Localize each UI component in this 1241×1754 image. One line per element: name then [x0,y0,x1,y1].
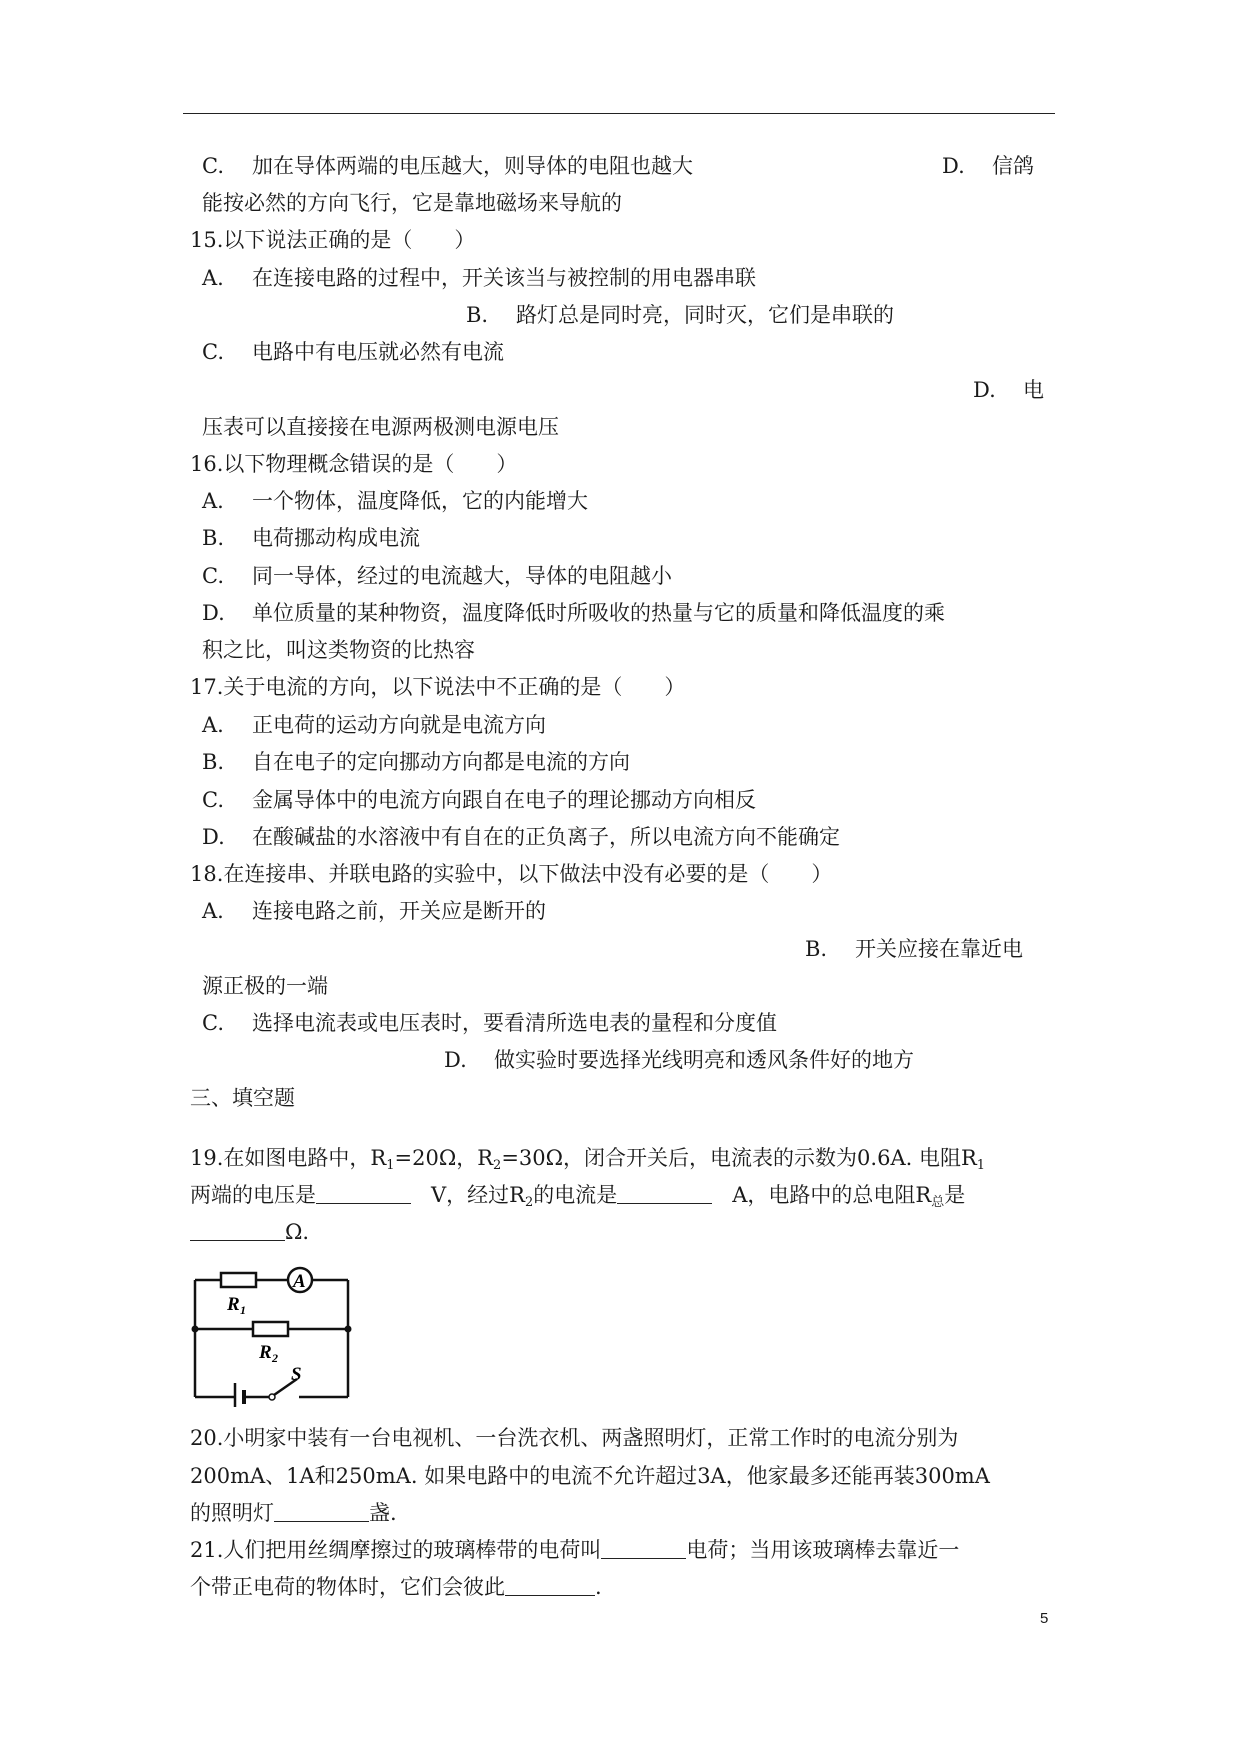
q15-option-a [202,264,756,292]
option-text: 一个物体，温度降低，它的内能增大 [252,489,588,513]
q20-line-3 [190,1499,397,1527]
option-text: 在酸碱盐的水溶液中有自在的正负离子，所以电流方向不能确定 [252,825,840,849]
answer-blank[interactable] [316,1181,411,1204]
q14-option-d-continued: 能按必然的方向飞行，它是靠地磁场来导航的 [202,191,622,215]
junction-dot [345,1326,352,1333]
q21-line-1 [190,1536,959,1564]
answer-blank[interactable] [274,1499,369,1522]
option-text: 在连接电路的过程中，开关该当与被控制的用电器串联 [252,266,756,290]
r2-subscript: 2 [272,1351,278,1365]
option-text: 同一导体，经过的电流越大，导体的电阻越小 [252,564,672,588]
option-text: 自在电子的定向挪动方向都是电流的方向 [252,750,630,774]
q18-option-c [202,1009,777,1037]
option-letter: B. [202,750,225,774]
r1-label: R [227,1294,240,1315]
subscript: 2 [493,1158,502,1173]
text: 21.人们把用丝绸摩擦过的玻璃棒带的电荷叫 [190,1538,602,1562]
text: . [595,1575,602,1599]
option-letter: C. [202,564,224,588]
r2-label: R [259,1342,272,1363]
header-rule [183,113,1055,114]
q15-option-c [202,338,504,366]
option-text: 连接电路之前，开关应是断开的 [252,899,546,923]
option-text: 路灯总是同时亮，同时灭，它们是串联的 [516,303,894,327]
q14-option-c [202,152,693,180]
resistor-r2 [253,1322,288,1336]
option-text: 选择电流表或电压表时，要看清所选电表的量程和分度值 [252,1011,777,1035]
q15-option-d [973,376,1044,404]
q19-line-2 [190,1181,965,1209]
page-number: 5 [1040,1610,1049,1627]
answer-blank[interactable] [505,1573,595,1596]
text: 是 [944,1183,966,1207]
q16-option-a [202,487,588,515]
q17-option-a [202,711,546,739]
option-letter: D. [202,825,225,849]
q17-option-b [202,748,630,776]
text: 两端的电压是 [190,1183,316,1207]
q16-option-d [202,599,945,627]
q18-option-b [805,935,1023,963]
option-letter: A. [202,266,224,290]
text: 个带正电荷的物体时，它们会彼此 [190,1575,505,1599]
option-letter: D. [202,601,225,625]
q15-stem: 15.以下说法正确的是（ ） [190,228,476,252]
r1-subscript: 1 [240,1303,246,1317]
q19-line-3 [190,1218,309,1246]
text: Ω. [285,1220,310,1244]
q15-option-b [466,301,894,329]
subscript: 1 [976,1158,986,1173]
option-letter: A. [202,713,224,737]
q21-line-2 [190,1573,602,1601]
answer-blank[interactable] [190,1218,285,1241]
text: 19.在如图电路中，R [190,1146,387,1170]
switch-contact [269,1394,275,1400]
text: 的电流是 [533,1183,618,1207]
q17-option-c [202,786,756,814]
q14-option-d [942,152,1034,180]
q16-option-b [202,524,420,552]
option-letter: C. [202,340,224,364]
q16-stem: 16.以下物理概念错误的是（ ） [190,452,518,476]
q18-option-b-continued: 源正极的一端 [202,974,328,998]
subscript: 2 [524,1195,534,1210]
circuit-diagram [186,1262,356,1407]
resistor-r1 [221,1273,256,1287]
option-text: 单位质量的某种物资，温度降低时所吸收的热量与它的质量和降低温度的乘 [252,601,945,625]
subscript: 1 [386,1158,395,1173]
option-letter: D. [973,378,996,402]
text: A，电路中的总电阻R [732,1183,932,1207]
text: =30Ω，闭合开关后，电流表的示数为0.6A. 电阻R [501,1146,977,1170]
text: 盏. [369,1501,397,1525]
q16-option-c [202,562,672,590]
option-letter: C. [202,1011,224,1035]
option-text: 正电荷的运动方向就是电流方向 [252,713,546,737]
option-text: 电路中有电压就必然有电流 [252,340,504,364]
q20-line-1: 20.小明家中装有一台电视机、一台洗衣机、两盏照明灯，正常工作时的电流分别为 [190,1426,959,1450]
option-letter: A. [202,899,224,923]
q17-option-d [202,823,840,851]
option-letter: D. [942,154,965,178]
option-letter: A. [202,489,224,513]
option-text: 金属导体中的电流方向跟自在电子的理论挪动方向相反 [252,788,756,812]
option-text: 信鸽 [992,154,1034,178]
q18-stem: 18.在连接串、并联电路的实验中，以下做法中没有必要的是（ ） [190,862,833,886]
option-text: 电荷挪动构成电流 [252,526,420,550]
q16-option-d-continued: 积之比，叫这类物资的比热容 [202,638,475,662]
q18-option-a [202,897,546,925]
text: =20Ω，R [394,1146,494,1170]
q17-stem: 17.关于电流的方向，以下说法中不正确的是（ ） [190,675,686,699]
answer-blank[interactable] [617,1181,712,1204]
q18-option-d [444,1046,914,1074]
option-letter: B. [805,937,828,961]
junction-dot [192,1326,199,1333]
option-letter: B. [466,303,489,327]
subscript: 总 [931,1195,945,1210]
text: 电荷；当用该玻璃棒去靠近一 [686,1538,960,1562]
switch-label: S [291,1364,302,1385]
q20-line-2: 200mA、1A和250mA. 如果电路中的电流不允许超过3A，他家最多还能再装300mA [190,1464,990,1488]
option-letter: C. [202,154,224,178]
text: 的照明灯 [190,1501,274,1525]
option-letter: C. [202,788,224,812]
option-text: 电 [1023,378,1044,402]
option-text: 加在导体两端的电压越大，则导体的电阻也越大 [252,154,693,178]
text: V，经过R [431,1183,525,1207]
option-letter: B. [202,526,225,550]
q19-line-1 [190,1144,985,1172]
option-letter: D. [444,1048,467,1072]
ammeter-label: A [293,1271,306,1292]
answer-blank[interactable] [601,1536,686,1559]
option-text: 开关应接在靠近电 [855,937,1023,961]
section-title: 三、填空题 [190,1086,295,1110]
option-text: 做实验时要选择光线明亮和透风条件好的地方 [494,1048,914,1072]
q15-option-d-continued: 压表可以直接接在电源两极测电源电压 [202,415,559,439]
